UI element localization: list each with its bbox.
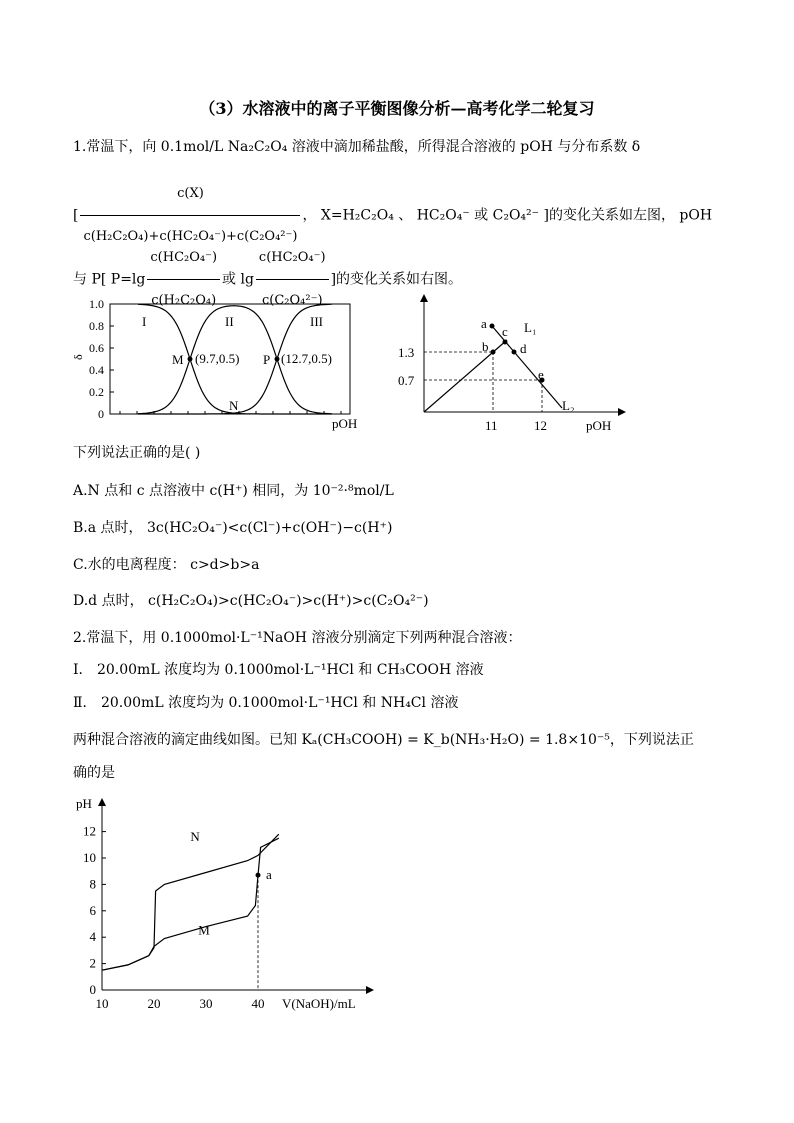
point-a-label: a (266, 867, 272, 883)
q1-option-b: B.a 点时， 3c(HC₂O₄⁻)<c(Cl⁻)+c(OH⁻)−c(H⁺) (73, 520, 393, 536)
point-b (491, 350, 496, 355)
y-tick-label: 8 (89, 876, 96, 892)
frac-numerator: c(X) (80, 174, 300, 216)
y-tick-label: 0.8 (89, 319, 104, 333)
line-l1-label: L₁ (524, 320, 537, 335)
y-tick-label: 12 (83, 823, 96, 839)
x-axis-label: pOH (586, 418, 612, 433)
y-tick-label: 0 (98, 407, 104, 421)
q2-line2: Ⅰ． 20.00mL 浓度均为 0.1000mol·L⁻¹HCl 和 CH₃COOH 溶液 (73, 662, 484, 678)
point-d (512, 350, 517, 355)
q1-option-a: A.N 点和 c 点溶液中 c(H⁺) 相同，为 10⁻²·⁸mol/L (73, 483, 394, 499)
curve-n (102, 834, 279, 970)
y-tick-label: 10 (83, 850, 96, 865)
x-axis-label: V(NaOH)/mL (282, 996, 356, 1011)
curve-label-n: N (190, 828, 200, 844)
point-m-label: M (172, 352, 184, 367)
point-m (188, 357, 193, 362)
y-tick-label: 0.2 (89, 385, 104, 399)
y-axis-arrow (420, 294, 428, 302)
y-tick-label: 0.4 (89, 363, 104, 377)
point-c (503, 340, 508, 345)
q1-line2-pre: [ (73, 207, 79, 224)
point-c-label: c (502, 324, 508, 339)
x-tick-11: 11 (485, 418, 498, 433)
chart-distribution (70, 296, 370, 436)
q1-line2-post: ， X=H₂C₂O₄ 、 HC₂O₄⁻ 或 C₂O₄²⁻ ]的变化关系如左图， pOH (302, 207, 713, 224)
frac-denominator: c(C₂O₄²⁻) (261, 293, 323, 308)
y-tick-label: 1.0 (89, 297, 104, 311)
frac-denominator: c(H₂C₂O₄)+c(HC₂O₄⁻)+c(C₂O₄²⁻) (83, 229, 298, 244)
chart-titration (70, 792, 390, 1016)
point-a-label: a (481, 316, 487, 331)
point-m-coord: (9.7,0.5) (195, 351, 240, 366)
x-tick-label: 10 (95, 996, 109, 1011)
curve-label-iii: III (310, 314, 323, 329)
frac-numerator: c(HC₂O₄⁻) (147, 238, 220, 280)
chart-p-vs-poh (392, 292, 632, 440)
curve-label-ii: II (225, 314, 234, 329)
y-tick-label: 6 (89, 902, 96, 918)
q1-option-c: C.水的电离程度： c>d>b>a (73, 557, 260, 573)
point-e-label: e (538, 367, 544, 382)
line-l2-label: L₂ (562, 398, 575, 413)
q1-line1: 1.常温下，向 0.1mol/L Na₂C₂O₄ 溶液中滴加稀盐酸，所得混合溶液的 pOH 与分布系数 δ (73, 139, 641, 155)
q2-line5: 确的是 (73, 765, 115, 781)
x-axis-label: pOH (332, 416, 358, 431)
page-title: （3）水溶液中的离子平衡图像分析—高考化学二轮复习 (199, 99, 595, 118)
x-axis-arrow (366, 986, 374, 994)
y-tick-0-7: 0.7 (398, 373, 415, 388)
q1-question: 下列说法正确的是( ) (73, 445, 201, 461)
q1-line3-mid: 或 lg (222, 271, 254, 288)
x-tick-label: 20 (147, 996, 161, 1011)
point-n-label: N (229, 398, 239, 413)
q2-line4: 两种混合溶液的滴定曲线如图。已知 Kₐ(CH₃COOH) = K_b(NH₃·H₂O) = 1.8×10⁻⁵，下列说法正 (73, 732, 694, 748)
x-tick-label: 40 (251, 996, 265, 1011)
point-p-label: P (263, 352, 271, 367)
x-tick-label: 30 (199, 996, 213, 1011)
q1-line3-pre: 与 P[ P=lg (73, 271, 146, 288)
y-axis-label: pH (76, 796, 92, 811)
q1-option-d: D.d 点时， c(H₂C₂O₄)>c(HC₂O₄⁻)>c(H⁺)>c(C₂O₄²⁻) (73, 593, 429, 609)
y-axis-arrow (98, 798, 106, 806)
x-tick-12: 12 (534, 418, 547, 433)
y-tick-1-3: 1.3 (398, 345, 415, 360)
y-tick-label: 4 (89, 929, 96, 945)
q2-line3: Ⅱ． 20.00mL 浓度均为 0.1000mol·L⁻¹HCl 和 NH₄Cl 溶液 (73, 695, 459, 711)
point-b-label: b (482, 339, 489, 354)
q2-line1: 2.常温下，用 0.1000mol·L⁻¹NaOH 溶液分别滴定下列两种混合溶液： (73, 630, 522, 646)
frac-numerator: c(HC₂O₄⁻) (256, 238, 329, 280)
point-a (490, 324, 495, 329)
q1-line3-post: ]的变化关系如右图。 (330, 271, 463, 288)
point-d-label: d (520, 341, 527, 356)
y-tick-label: 2 (89, 955, 96, 971)
point-p (275, 357, 280, 362)
point-a (256, 873, 261, 878)
frac-denominator: c(H₂C₂O₄) (151, 293, 217, 308)
x-axis-arrow (618, 408, 626, 416)
curve-label-i: I (142, 314, 147, 329)
curve-label-m: M (198, 922, 210, 938)
point-p-coord: (12.7,0.5) (281, 351, 332, 366)
y-tick-label: 0 (89, 982, 96, 997)
y-axis-label: δ (71, 354, 85, 360)
y-tick-label: 0.6 (89, 341, 104, 355)
